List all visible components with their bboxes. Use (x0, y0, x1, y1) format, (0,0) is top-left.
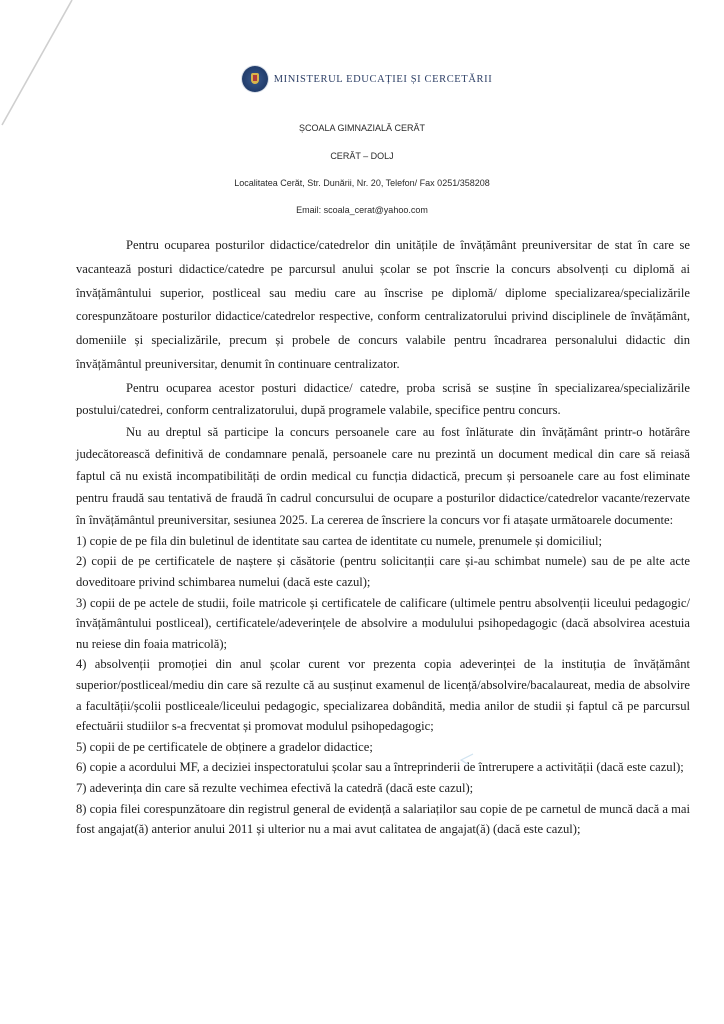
paragraph-exclusions: Nu au dreptul să participe la concurs persoanele care au fost înlăturate din învățământ printr-o hotărâre judecătorească definitivă de condamnare penală, persoanele care nu prezintă un document medical din care să reiasă faptul că nu există incompatibilități de ordin medical cu funcția didactică, precum și persoanele care au fost eliminate pentru fraudă sau tentativă de fraudă în cadrul concursului de ocupare a posturilor didactice/catedrelor vacante/rezervate în învățământul preuniversitar, sesiunea 2025. La cererea de înscriere la concurs vor fi atașate următoarele documente: (76, 424, 690, 527)
list-item: 4) absolvenții promoției din anul școlar curent vor prezenta copia adeverinței de la instituția de învățământ superior/postliceal/mediu din care să rezulte că au susținut examenul de licență/absolvire/bacalaureat, media de absolvire a facultății/școlii postliceale/liceului pedagogic, specializarea dobândită, media anilor de studii și faptul că pe parcursul efectuării studiilor s-a frecventat și promovat modulul psihopedagogic; (76, 657, 690, 734)
ministry-name: MINISTERUL EDUCAȚIEI ȘI CERCETĂRII (273, 73, 493, 85)
scan-speck (478, 548, 482, 549)
list-item: 7) adeverința din care să rezulte vechimea efectivă la catedră (dacă este cazul); (76, 780, 474, 795)
paragraph-written-test: Pentru ocuparea acestor posturi didactice/ catedre, proba scrisă se susține în specializarea/specializările postului/catedrei, conform centralizatorului, după programele valabile, specifice pentru concurs. (76, 380, 690, 417)
list-item: 3) copii de pe actele de studii, foile matricole și certificatele de calificare (ultimele pentru absolvenții liceului pedagogic/învățământului postliceal), certificatele/adeverințele de absolvire a modulului psihopedagogic (dacă absolvirea acestuia nu reiese din foaia matricolă); (76, 595, 690, 651)
school-name: ȘCOALA GIMNAZIALĂ CERĂT (298, 123, 426, 133)
scan-smudge (455, 752, 477, 766)
ministry-header (10, 66, 724, 92)
list-item: 5) copii de pe certificatele de obținere a gradelor didactice; (76, 739, 373, 754)
list-item: 8) copia filei corespunzătoare din registrul general de evidență a salariaților sau copie de pe carnetul de muncă dacă a mai fost angajat(ă) anterior anului 2011 și ulterior nu a mai avut calitatea de angajat(ă) (dacă este cazul); (76, 801, 690, 837)
school-address: Localitatea Cerăt, Str. Dunării, Nr. 20, Telefon/ Fax 0251/358208 (234, 178, 490, 188)
list-item: 6) copie a acordului MF, a deciziei inspectoratului școlar sau a întreprinderii de întrerupere a activității (dacă este cazul); (76, 760, 684, 775)
document-body (76, 234, 690, 840)
list-item: 2) copii de pe certificatele de naștere și căsătorie (pentru solicitanții care și-au schimbat numele) sau de pe alte acte doveditoare privind schimbarea numelui (dacă este cazul); (76, 554, 690, 589)
school-email: Email: scoala_cerat@yahoo.com (296, 205, 428, 215)
documents-list (76, 531, 690, 840)
letterhead (0, 66, 724, 92)
coat-of-arms-logo-icon (242, 66, 268, 92)
school-location: CERĂT – DOLJ (330, 151, 394, 161)
list-item: 1) copie de pe fila din buletinul de identitate sau cartea de identitate cu numele, prenumele și domiciliul; (76, 533, 602, 548)
paragraph-eligibility: Pentru ocuparea posturilor didactice/catedrelor din unitățile de învățământ preuniversitar de stat în care se vacantează posturi didactice/catedre pe parcursul anului școlar se pot înscrie la concurs absolvenți cu diplomă ai învățământului superior, postliceal sau mediu care au înscrise pe diplomă/ diplome specializarea/specializările corespunzătoare posturilor didactice/catedrelor respective, conform centralizatorului privind disciplinele de învățământ, domeniile și specializările, precum și probele de concurs valabile pentru încadrarea personalului didactic din învățământul preuniversitar, denumit în continuare centralizator. (76, 238, 690, 371)
